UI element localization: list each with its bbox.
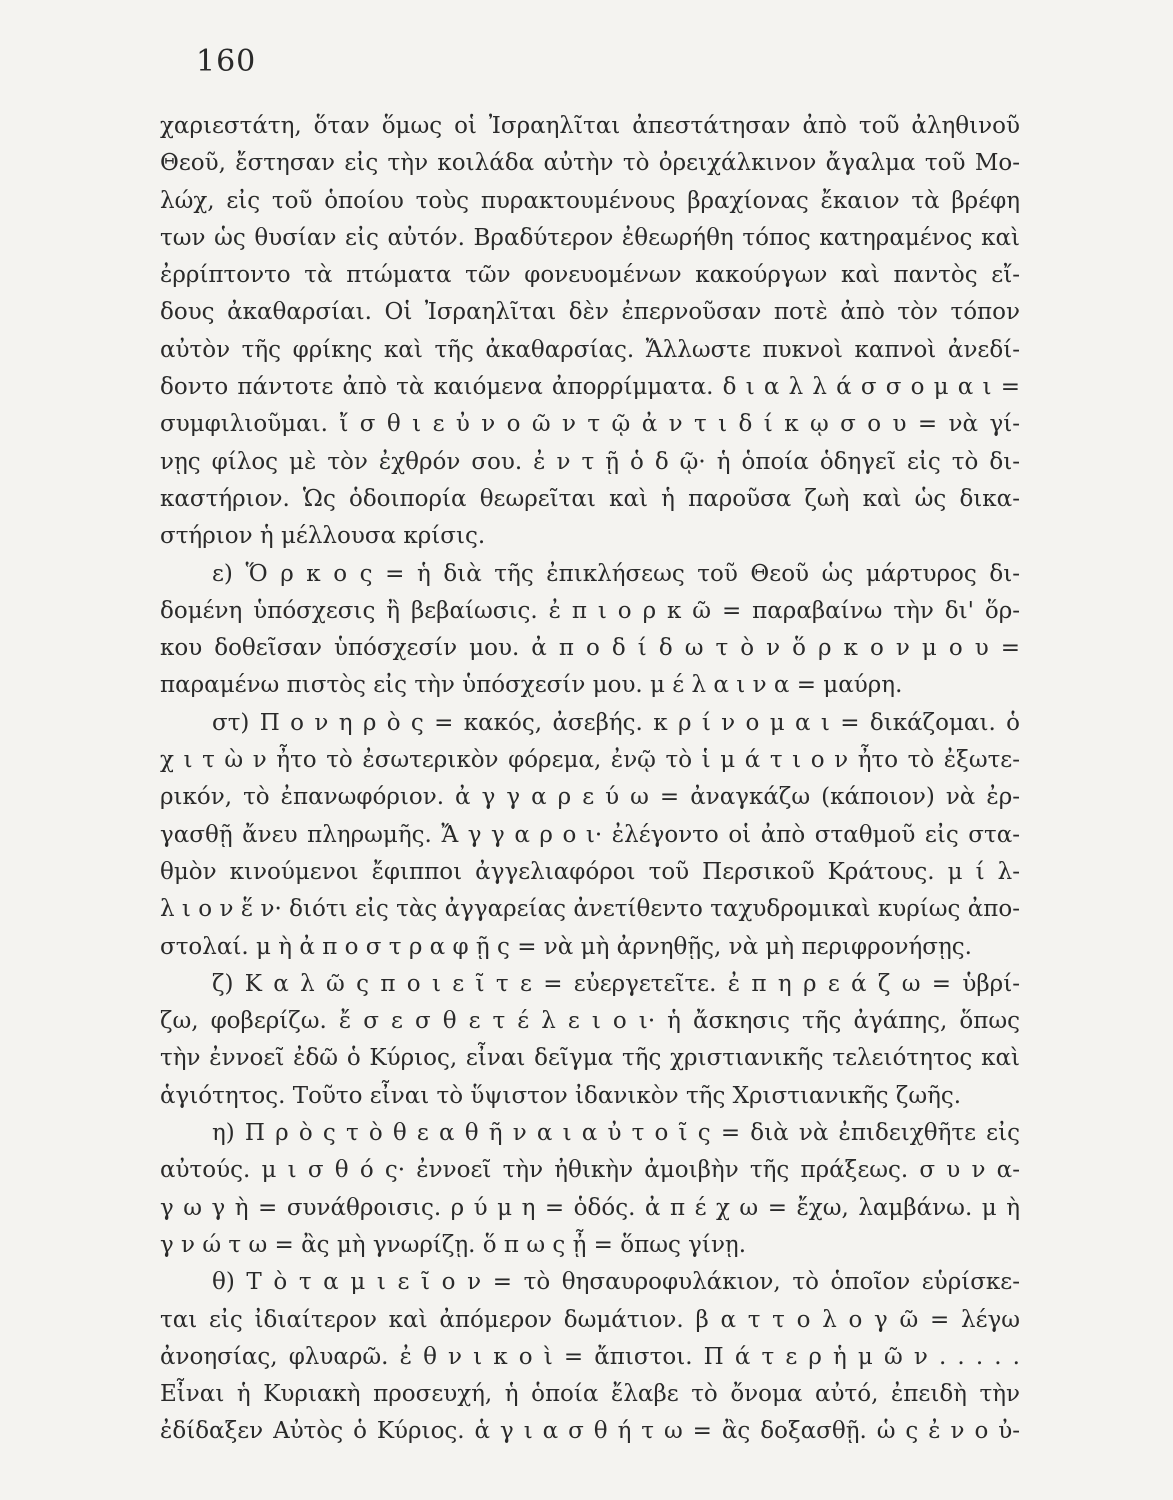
page-number: 160 [196,44,257,79]
text-line: δομένη ὑπόσχεσις ἢ βεβαίωσις. ἐ π ι ο ρ κ ῶ = παραβαίνω τὴν δι' ὅρ- [160,597,1020,624]
text-line: η) Π ρ ὸ ς τ ὸ θ ε α θ ῆ ν α ι α ὐ τ ο ῖ ς = διὰ νὰ ἐπιδειχθῆτε εἰς [212,1120,1020,1147]
text-line: αὐτούς. μ ι σ θ ό ς· ἐννοεῖ τὴν ἠθικὴν ἀμοιβὴν τῆς πράξεως. σ υ ν α- [160,1157,1020,1184]
text-line: Θεοῦ, ἔστησαν εἰς τὴν κοιλάδα αὐτὴν τὸ ὀρειχάλκινον ἄγαλμα τοῦ Μο- [160,150,1020,177]
text-line: στήριον ἡ μέλλουσα κρίσις. [160,523,486,550]
text-line: ζ) Κ α λ ῶ ς π ο ι ε ῖ τ ε = εὐεργετεῖτε. ἐ π η ρ ε ά ζ ω = ὑβρί- [212,970,1020,997]
text-line: θμὸν κινούμενοι ἔφιπποι ἀγγελιαφόροι τοῦ Περσικοῦ Κράτους. μ ί λ- [160,858,1020,885]
text-line: ρικόν, τὸ ἐπανωφόριον. ἀ γ γ α ρ ε ύ ω = ἀναγκάζω (κάποιον) νὰ ἐρ- [160,784,1020,811]
text-line: χ ι τ ὼ ν ἦτο τὸ ἐσωτερικὸν φόρεμα, ἐνῷ τὸ ἱ μ ά τ ι ο ν ἦτο τὸ ἐξωτε- [160,747,1020,774]
text-line: γ ω γ ὴ = συνάθροισις. ρ ύ μ η = ὁδός. ἀ π έ χ ω = ἔχω, λαμβάνω. μ ὴ [160,1194,1020,1221]
text-line: δους ἀκαθαρσίαι. Οἱ Ἰσραηλῖται δὲν ἐπερνοῦσαν ποτὲ ἀπὸ τὸν τόπον [160,299,1020,326]
text-line: γασθῇ ἄνευ πληρωμῆς. Ἄ γ γ α ρ ο ι· ἐλέγοντο οἱ ἀπὸ σταθμοῦ εἰς στα- [160,821,1020,848]
text-line: αὐτὸν τῆς φρίκης καὶ τῆς ἀκαθαρσίας. Ἄλλωστε πυκνοὶ καπνοὶ ἀνεδί- [160,336,1020,363]
text-line: κου δοθεῖσαν ὑπόσχεσίν μου. ἀ π ο δ ί δ ω τ ὸ ν ὅ ρ κ ο ν μ ο υ = [160,635,1020,662]
text-line: ζω, φοβερίζω. ἔ σ ε σ θ ε τ έ λ ε ι ο ι· ἡ ἄσκησις τῆς ἀγάπης, ὅπως [160,1008,1020,1035]
text-line: συμφιλιοῦμαι. ἴ σ θ ι ε ὐ ν ο ῶ ν τ ῷ ἀ ν τ ι δ ί κ ῳ σ ο υ = νὰ γί- [160,411,1020,438]
text-line: καστήριον. Ὡς ὁδοιπορία θεωρεῖται καὶ ἡ παροῦσα ζωὴ καὶ ὡς δικα- [160,485,1020,512]
body-text [160,108,1020,1451]
text-line: τὴν ἐννοεῖ ἐδῶ ὁ Κύριος, εἶναι δεῖγμα τῆς χριστιανικῆς τελειότητος καὶ [160,1045,1020,1072]
text-line: ἀνοησίας, φλυαρῶ. ἐ θ ν ι κ ο ὶ = ἄπιστοι. Π ά τ ε ρ ἡ μ ῶ ν . . . . . [160,1343,1020,1370]
text-line: δοντο πάντοτε ἀπὸ τὰ καιόμενα ἀπορρίμματα. δ ι α λ λ ά σ σ ο μ α ι = [160,374,1020,401]
text-line: νῃς φίλος μὲ τὸν ἐχθρόν σου. ἐ ν τ ῇ ὁ δ ῷ· ἡ ὁποία ὁδηγεῖ εἰς τὸ δι- [160,448,1020,475]
text-line: ται εἰς ἰδιαίτερον καὶ ἀπόμερον δωμάτιον. β α τ τ ο λ ο γ ῶ = λέγω [160,1306,1020,1333]
text-line: στ) Π ο ν η ρ ὸ ς = κακός, ἀσεβής. κ ρ ί ν ο μ α ι = δικάζομαι. ὁ [212,709,1020,736]
text-line: παραμένω πιστὸς εἰς τὴν ὑπόσχεσίν μου. μ έ λ α ι ν α = μαύρη. [160,672,903,699]
text-line: ἁγιότητος. Τοῦτο εἶναι τὸ ὕψιστον ἰδανικὸν τῆς Χριστιανικῆς ζωῆς. [160,1082,962,1109]
text-line: γ ν ώ τ ω = ἂς μὴ γνωρίζῃ. ὅ π ω ς ᾖ = ὅπως γίνῃ. [160,1231,747,1258]
text-line: λ ι ο ν ἕ ν· διότι εἰς τὰς ἀγγαρείας ἀνετίθεντο ταχυδρομικαὶ κυρίως ἀπο- [160,896,1020,923]
text-line: ἐρρίπτοντο τὰ πτώματα τῶν φονευομένων κακούργων καὶ παντὸς εἴ- [160,262,1020,289]
text-line: των ὡς θυσίαν εἰς αὐτόν. Βραδύτερον ἐθεωρήθη τόπος κατηραμένος καὶ [160,224,1020,251]
text-line: θ) Τ ὸ τ α μ ι ε ῖ ο ν = τὸ θησαυροφυλάκιον, τὸ ὁποῖον εὑρίσκε- [212,1269,1020,1296]
text-line: χαριεστάτη, ὅταν ὅμως οἱ Ἰσραηλῖται ἀπεστάτησαν ἀπὸ τοῦ ἀληθινοῦ [160,113,1020,139]
text-line: ε) Ὅ ρ κ ο ς = ἡ διὰ τῆς ἐπικλήσεως τοῦ Θεοῦ ὡς μάρτυρος δι- [212,560,1020,587]
text-line: λώχ, εἰς τοῦ ὁποίου τοὺς πυρακτουμένους βραχίονας ἔκαιον τὰ βρέφη [160,187,1020,214]
text-line: Εἶναι ἡ Κυριακὴ προσευχή, ἡ ὁποία ἔλαβε τὸ ὄνομα αὐτό, ἐπειδὴ τὴν [160,1381,1020,1408]
text-line: ἐδίδαξεν Αὐτὸς ὁ Κύριος. ἁ γ ι α σ θ ή τ ω = ἂς δοξασθῇ. ὡ ς ἐ ν ο ὐ- [160,1418,1020,1445]
text-line: στολαί. μ ὴ ἀ π ο σ τ ρ α φ ῇ ς = νὰ μὴ ἀρνηθῇς, νὰ μὴ περιφρονήσῃς. [160,933,972,960]
